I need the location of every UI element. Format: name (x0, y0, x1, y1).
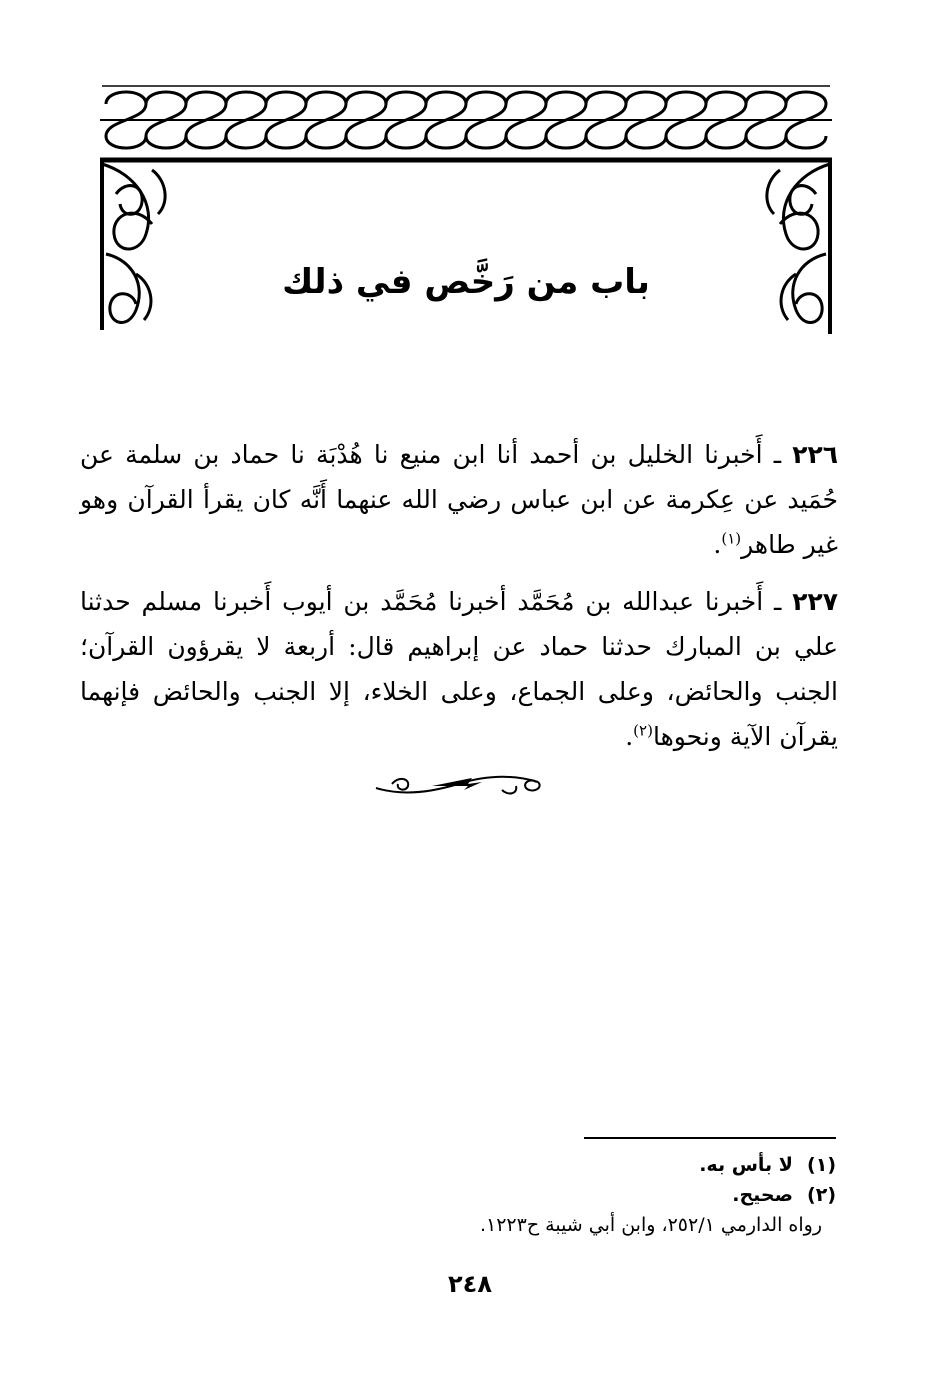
hadith-226: ٢٢٦ ـ أَخبرنا الخليل بن أحمد أنا ابن منيع نا هُدْبَة نا حماد بن سلمة عن حُمَيد عن عِكرمة عن ابن عباس رضي الله عنهما أَنَّه كان يقرأ القرآن وهو غير طاهر$^{(١)}$. (80, 440, 839, 559)
hadith-number: ٢٢٧ (792, 587, 838, 616)
footnote-text: لا بأس به. (699, 1154, 793, 1176)
footnote-1 (300, 1150, 836, 1180)
footnote-ref: (١) (721, 529, 742, 548)
chapter-title: باب من رَخَّص في ذلك (282, 262, 650, 302)
footnote-marker: (١) (807, 1154, 836, 1176)
hadith-end: . (713, 530, 722, 559)
footnote-marker: (٢) (807, 1184, 836, 1206)
section-divider-ornament (372, 770, 544, 800)
footnote-separator (584, 1137, 836, 1139)
hadith-body (80, 432, 838, 771)
footnote-ref: (٢) (633, 721, 653, 740)
hadith-end: . (625, 722, 634, 751)
page-number: ٢٤٨ (448, 1270, 492, 1298)
hadith-number: ٢٢٦ (792, 440, 839, 469)
hadith-text: أَخبرنا الخليل بن أحمد أنا ابن منيع نا هُدْبَة نا حماد بن سلمة عن حُمَيد عن عِكرمة عن ابن عباس رضي الله عنهما أَنَّه كان يقرأ القرآن وهو غير طاهر (80, 440, 838, 559)
hadith-text: أَخبرنا عبدالله بن مُحَمَّد أخبرنا مُحَمَّد بن أيوب أَخبرنا مسلم حدثنا علي بن المبارك حدثنا حماد عن إبراهيم قال: أربعة لا يقرؤون القرآن؛ الجنب والحائض، وعلى الجماع، وعلى الخلاء، إلا الجنب والحائض فإنهما يقرآن الآية ونحوها (80, 587, 838, 751)
footnote-text: صحيح. (732, 1184, 793, 1206)
footnotes (300, 1150, 836, 1240)
footnote-2-detail: رواه الدارمي ٢٥٢/١، وابن أبي شيبة ح١٢٢٣. (479, 1214, 822, 1236)
hadith-227: ٢٢٧ ـ أَخبرنا عبدالله بن مُحَمَّد أخبرنا مُحَمَّد بن أيوب أَخبرنا مسلم حدثنا علي بن المبارك حدثنا حماد عن إبراهيم قال: أربعة لا يقرؤون القرآن؛ الجنب والحائض، وعلى الجماع، وعلى الخلاء، إلا الجنب والحائض فإنهما يقرآن الآية ونحوها$^{(٢)}$. (80, 587, 838, 751)
footnote-2 (300, 1180, 836, 1210)
